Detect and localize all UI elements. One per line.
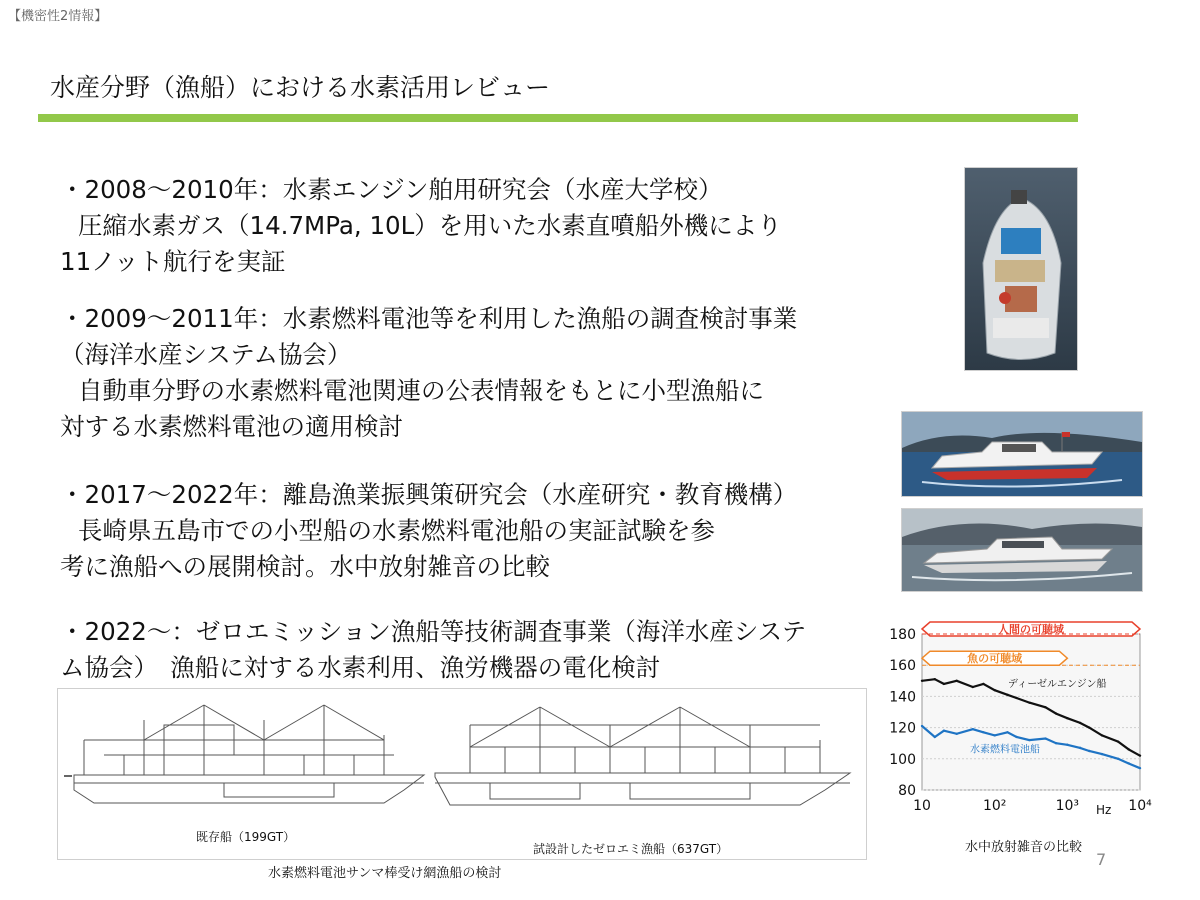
zero-emission-ship-drawing: [430, 695, 860, 817]
data-point: [972, 686, 974, 688]
data-point: [982, 683, 984, 685]
data-point: [955, 680, 957, 682]
data-point: [1006, 694, 1008, 696]
data-point: [1028, 701, 1030, 703]
y-tick-label: 180: [889, 627, 916, 643]
zero-emission-ship-caption: 試設計したゼロエミ漁船（637GT）: [533, 842, 729, 856]
item-text: 11ノット航行を実証: [60, 247, 286, 276]
review-item-2017: [60, 477, 910, 585]
band-label: 人間の可聴域: [998, 623, 1064, 636]
data-point: [1066, 717, 1068, 719]
title-divider: [38, 114, 1078, 122]
data-point: [993, 734, 995, 736]
item-text: （海洋水産システム協会）: [60, 340, 352, 369]
data-point: [1139, 754, 1141, 756]
data-point: [943, 683, 945, 685]
item-text: 対する水素燃料電池の適用検討: [60, 412, 403, 441]
data-point: [934, 736, 936, 738]
hydrogen-outboard-boat-photo: [964, 167, 1078, 371]
band-label: 魚の可聴域: [967, 652, 1023, 666]
x-tick-label: 10: [913, 798, 931, 814]
underwater-noise-chart: [878, 604, 1180, 829]
data-point: [1006, 731, 1008, 733]
data-point: [1044, 706, 1046, 708]
item-heading: ・2022～：ゼロエミッション漁船等技術調査事業（海洋水産システ: [60, 617, 807, 646]
y-tick-label: 140: [889, 689, 916, 706]
data-point: [1128, 762, 1130, 764]
item-heading: ・2008～2010年：水素エンジン舶用研究会（水産大学校）: [60, 175, 723, 204]
x-tick-label: 10⁴: [1128, 798, 1152, 814]
data-point: [921, 680, 923, 682]
x-tick-label: 10³: [1055, 798, 1080, 814]
review-item-2008: [60, 172, 910, 280]
existing-ship-drawing: [64, 695, 442, 815]
data-point: [1044, 737, 1046, 739]
data-point: [1015, 697, 1017, 699]
x-tick-label: 10²: [982, 798, 1007, 814]
series-label: 水素燃料電池船: [970, 744, 1040, 756]
data-point: [1117, 740, 1119, 742]
item-text: ム協会） 漁船に対する水素利用、漁労機器の電化検討: [60, 653, 661, 682]
data-point: [1079, 747, 1081, 749]
item-heading: ・2009～2011年：水素燃料電池等を利用した漁船の調査検討事業: [60, 304, 798, 333]
y-tick-label: 100: [889, 751, 916, 768]
data-point: [1066, 744, 1068, 746]
page-number: 7: [1096, 850, 1107, 869]
y-tick-label: 160: [889, 658, 916, 675]
data-point: [1088, 750, 1090, 752]
data-point: [993, 689, 995, 691]
x-axis-label: Hz: [1096, 803, 1112, 817]
chart-x-ticks: [913, 798, 1152, 814]
page-title: 水産分野（漁船）における水素活用レビュー: [50, 73, 551, 102]
review-item-2022: [60, 614, 910, 686]
data-point: [934, 678, 936, 680]
data-point: [1079, 722, 1081, 724]
chart-caption: 水中放射雑音の比較: [965, 840, 1083, 855]
item-text: 長崎県五島市での小型船の水素燃料電池船の実証試験を参: [78, 516, 715, 545]
chart-y-ticks: [889, 627, 916, 799]
fuel-cell-boat-photo: [901, 411, 1143, 497]
data-point: [1117, 758, 1119, 760]
item-heading: ・2017～2022年：離島漁業振興策研究会（水産研究・教育機構）: [60, 480, 798, 509]
data-point: [1055, 712, 1057, 714]
data-point: [982, 731, 984, 733]
data-point: [1088, 726, 1090, 728]
data-point: [1101, 753, 1103, 755]
review-item-2009: [60, 301, 910, 445]
data-point: [955, 733, 957, 735]
item-text: 考に漁船への展開検討。水中放射雑音の比較: [60, 552, 550, 581]
data-point: [943, 730, 945, 732]
confidential-label: 【機密性2情報】: [8, 9, 108, 24]
data-point: [1139, 767, 1141, 769]
series-label: ディーゼルエンジン船: [1008, 679, 1107, 691]
data-point: [1128, 748, 1130, 750]
data-point: [1028, 739, 1030, 741]
item-text: 圧縮水素ガス（14.7MPa, 10L）を用いた水素直噴船外機により: [78, 211, 782, 240]
data-point: [1055, 742, 1057, 744]
y-tick-label: 80: [898, 783, 916, 799]
ship-drawings-panel: [57, 688, 867, 860]
data-point: [1101, 734, 1103, 736]
figure-caption: 水素燃料電池サンマ棒受け網漁船の検討: [268, 866, 502, 881]
item-text: 自動車分野の水素燃料電池関連の公表情報をもとに小型漁船に: [78, 376, 764, 405]
y-tick-label: 120: [889, 720, 916, 737]
existing-ship-caption: 既存船（199GT）: [196, 830, 296, 844]
data-point: [921, 725, 923, 727]
data-point: [1015, 736, 1017, 738]
data-point: [972, 728, 974, 730]
demonstration-boat-photo: [901, 508, 1143, 592]
